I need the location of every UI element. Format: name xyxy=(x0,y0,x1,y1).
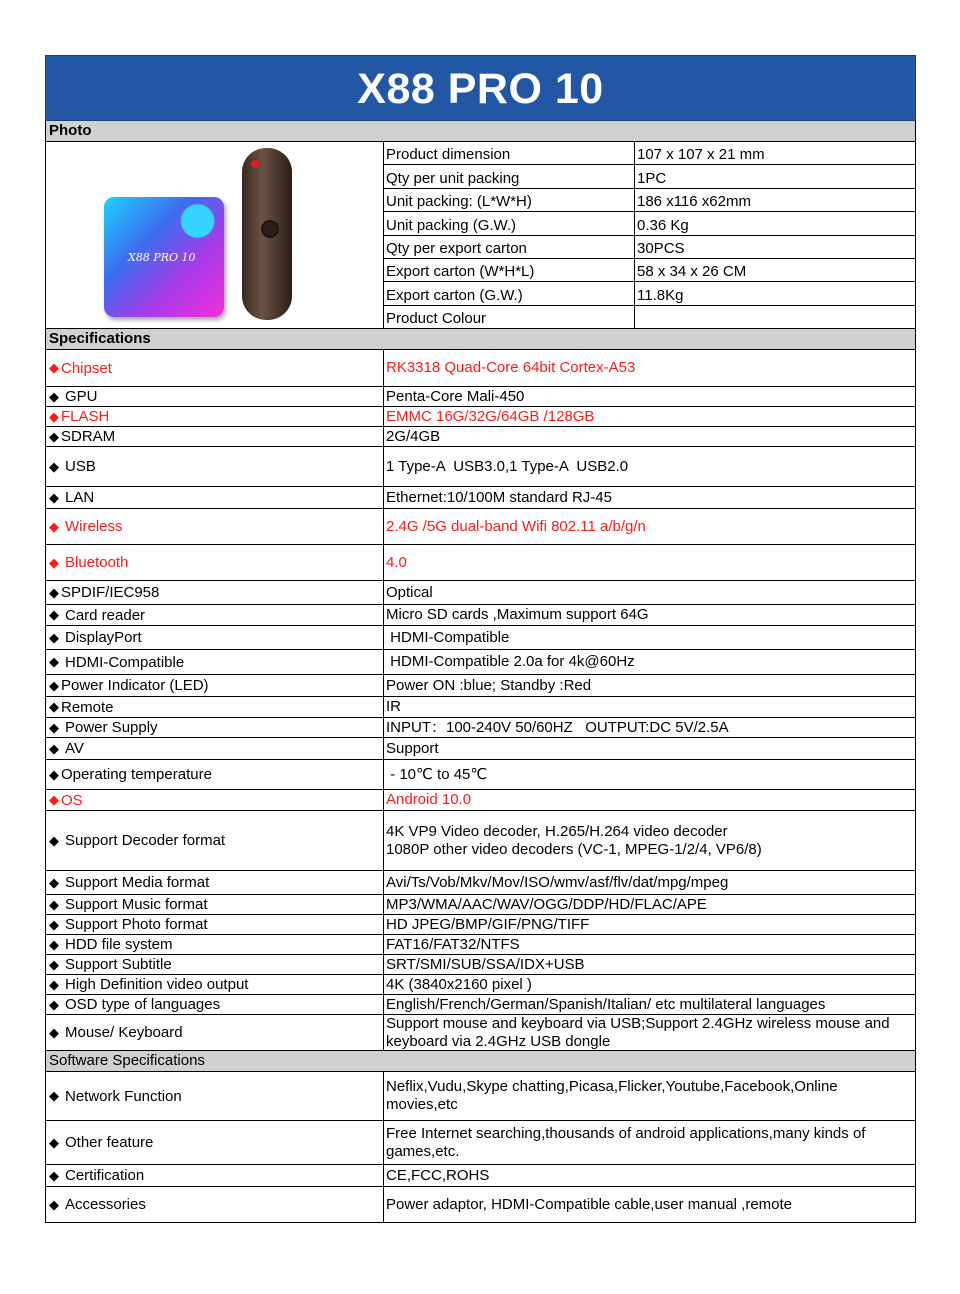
spec-key-text: Support Photo format xyxy=(65,916,208,933)
diamond-bullet-icon: ◆ xyxy=(49,792,59,807)
product-title: X88 PRO 10 xyxy=(45,55,916,121)
packing-row xyxy=(384,306,915,328)
spec-key-text: Power Supply xyxy=(65,719,158,736)
spec-key xyxy=(46,407,384,426)
spec-value-line: Neflix,Vudu,Skype chatting,Picasa,Flicker,Youtube,Facebook,Online xyxy=(386,1078,838,1095)
spec-value-line: Free Internet searching,thousands of android applications,many kinds of xyxy=(386,1124,866,1142)
spec-value xyxy=(384,790,915,810)
spec-row xyxy=(45,760,916,790)
spec-key xyxy=(46,718,384,737)
spec-row xyxy=(45,427,916,447)
diamond-bullet-icon: ◆ xyxy=(49,916,59,932)
spec-value xyxy=(384,447,915,486)
packing-row xyxy=(384,142,915,165)
spec-key xyxy=(46,955,384,974)
spec-value-text: MP3/WMA/AAC/WAV/OGG/DDP/HD/FLAC/APE xyxy=(386,895,707,913)
section-header-photo: Photo xyxy=(45,121,916,142)
spec-value xyxy=(384,427,915,446)
packing-key xyxy=(384,236,635,258)
spec-row xyxy=(45,718,916,738)
packing-value-text: 0.36 Kg xyxy=(637,216,689,234)
spec-key xyxy=(46,995,384,1014)
packing-key-text: Product dimension xyxy=(386,146,511,164)
spec-value-text: CE,FCC,ROHS xyxy=(386,1166,490,1184)
spec-row xyxy=(45,871,916,895)
diamond-bullet-icon: ◆ xyxy=(49,677,59,693)
spec-key-text: HDD file system xyxy=(65,936,173,953)
product-photo xyxy=(46,142,384,328)
spec-row xyxy=(45,935,916,955)
spec-key-text: LAN xyxy=(65,489,95,506)
packing-value xyxy=(635,212,915,234)
spec-value-text: Android 10.0 xyxy=(386,791,472,808)
spec-value xyxy=(384,995,915,1014)
spec-row xyxy=(45,626,916,650)
diamond-bullet-icon: ◆ xyxy=(49,1167,59,1183)
spec-key xyxy=(46,790,384,810)
diamond-bullet-icon: ◆ xyxy=(49,719,59,735)
spec-value-text: Ethernet:10/100M standard RJ-45 xyxy=(386,488,612,506)
spec-row xyxy=(45,811,916,871)
spec-row xyxy=(45,675,916,697)
spec-key xyxy=(46,895,384,914)
packing-key xyxy=(384,165,635,187)
spec-key xyxy=(46,1165,384,1186)
spec-value xyxy=(384,811,915,870)
spec-key xyxy=(46,1015,384,1050)
spec-value-text: 1 Type-A USB3.0,1 Type-A USB2.0 xyxy=(386,457,629,475)
spec-value-text: EMMC 16G/32G/64GB /128GB xyxy=(386,407,595,425)
diamond-bullet-icon: ◆ xyxy=(49,896,59,912)
spec-row xyxy=(45,1165,916,1187)
tv-box-image xyxy=(104,197,224,317)
software-table xyxy=(45,1072,916,1223)
packing-row xyxy=(384,236,915,259)
spec-row xyxy=(45,915,916,935)
spec-key-text: AV xyxy=(65,740,84,757)
specifications-table xyxy=(45,350,916,1051)
spec-value xyxy=(384,738,915,759)
spec-value xyxy=(384,760,915,789)
spec-value-text: HDMI-Compatible 2.0a for 4k@60Hz xyxy=(386,653,635,670)
spec-key-text: Wireless xyxy=(65,518,123,535)
spec-value xyxy=(384,1121,915,1164)
spec-value-line: games,etc. xyxy=(386,1142,460,1160)
spec-key-text: Card reader xyxy=(65,606,146,624)
spec-row xyxy=(45,387,916,407)
diamond-bullet-icon: ◆ xyxy=(49,518,59,534)
spec-value-line: Support mouse and keyboard via USB;Support 2.4GHz wireless mouse and xyxy=(386,1014,890,1032)
spec-value xyxy=(384,718,915,737)
spec-value-text: HDMI-Compatible xyxy=(386,628,510,646)
spec-value xyxy=(384,697,915,717)
spec-row xyxy=(45,995,916,1015)
spec-value xyxy=(384,407,915,426)
spec-row xyxy=(45,1015,916,1051)
spec-key-text: Support Decoder format xyxy=(65,832,226,849)
packing-key-text: Export carton (W*H*L) xyxy=(386,263,535,281)
spec-value-text: English/French/German/Spanish/Italian/ etc multilateral languages xyxy=(386,995,826,1013)
spec-value xyxy=(384,387,915,406)
diamond-bullet-icon: ◆ xyxy=(49,1196,59,1212)
packing-value xyxy=(635,236,915,258)
spec-key-text: GPU xyxy=(65,388,98,405)
spec-key xyxy=(46,738,384,759)
packing-key-text: Qty per export carton xyxy=(386,239,527,257)
spec-value xyxy=(384,675,915,696)
diamond-bullet-icon: ◆ xyxy=(49,699,59,714)
diamond-bullet-icon: ◆ xyxy=(49,996,59,1012)
spec-key-text: Bluetooth xyxy=(65,554,129,571)
spec-value-line: 4K VP9 Video decoder, H.265/H.264 video decoder xyxy=(386,822,728,840)
spec-row xyxy=(45,407,916,427)
packing-key xyxy=(384,282,635,304)
packing-row xyxy=(384,189,915,212)
spec-value-line: keyboard via 2.4GHz USB dongle xyxy=(386,1032,611,1050)
spec-key-text: Network Function xyxy=(65,1087,182,1105)
packing-value-text: 186 x116 x62mm xyxy=(637,193,751,211)
packing-value-text: 30PCS xyxy=(637,239,685,257)
spec-key-text: Remote xyxy=(61,698,114,716)
power-button-icon xyxy=(251,160,259,168)
packing-key-text: Qty per unit packing xyxy=(386,169,520,187)
spec-value-text: Power ON :blue; Standby :Red xyxy=(386,676,592,694)
spec-key xyxy=(46,697,384,717)
spec-row xyxy=(45,1187,916,1223)
spec-key xyxy=(46,935,384,954)
spec-key-text: Support Subtitle xyxy=(65,956,172,973)
diamond-bullet-icon: ◆ xyxy=(49,360,59,375)
section-header-specifications: Specifications xyxy=(45,329,916,350)
spec-key-text: Power Indicator (LED) xyxy=(61,677,209,694)
diamond-bullet-icon: ◆ xyxy=(49,408,59,424)
spec-row xyxy=(45,509,916,545)
spec-row xyxy=(45,697,916,718)
packing-key-text: Unit packing (G.W.) xyxy=(386,216,517,234)
spec-key xyxy=(46,811,384,870)
spec-value xyxy=(384,650,915,674)
spec-key xyxy=(46,1072,384,1120)
packing-key-text: Unit packing: (L*W*H) xyxy=(386,193,532,211)
spec-key-text: HDMI-Compatible xyxy=(65,653,185,671)
spec-value xyxy=(384,1072,915,1120)
spec-key xyxy=(46,387,384,406)
spec-key-text: USB xyxy=(65,458,96,475)
packing-key xyxy=(384,142,635,164)
spec-value-text: SRT/SMI/SUB/SSA/IDX+USB xyxy=(386,955,585,973)
spec-value xyxy=(384,1187,915,1222)
diamond-bullet-icon: ◆ xyxy=(49,654,59,669)
photo-area xyxy=(45,142,916,329)
spec-value-text: 4K (3840x2160 pixel ) xyxy=(386,975,532,993)
spec-key xyxy=(46,675,384,696)
packing-value-text: 107 x 107 x 21 mm xyxy=(637,146,765,164)
spec-key xyxy=(46,509,384,544)
spec-row xyxy=(45,581,916,605)
spec-sheet xyxy=(45,55,916,1223)
spec-row xyxy=(45,790,916,811)
spec-key-text: Mouse/ Keyboard xyxy=(65,1024,183,1041)
spec-key xyxy=(46,581,384,604)
spec-value-text: Micro SD cards ,Maximum support 64G xyxy=(386,606,649,623)
spec-key-text: OSD type of languages xyxy=(65,996,221,1013)
spec-key-text: High Definition video output xyxy=(65,976,249,993)
diamond-bullet-icon: ◆ xyxy=(49,584,59,600)
spec-key-text: SPDIF/IEC958 xyxy=(61,584,160,601)
packing-key-text: Product Colour xyxy=(386,310,487,327)
spec-value xyxy=(384,350,915,386)
spec-value xyxy=(384,509,915,544)
diamond-bullet-icon: ◆ xyxy=(49,428,59,444)
packing-value xyxy=(635,282,915,304)
spec-key xyxy=(46,427,384,446)
spec-key xyxy=(46,760,384,789)
spec-key xyxy=(46,350,384,386)
spec-value xyxy=(384,871,915,894)
spec-row xyxy=(45,605,916,626)
spec-value xyxy=(384,1165,915,1186)
packing-key xyxy=(384,189,635,211)
spec-key-text: Chipset xyxy=(61,359,112,377)
spec-value-text: IR xyxy=(386,698,401,715)
spec-row xyxy=(45,738,916,760)
spec-row xyxy=(45,955,916,975)
packing-row xyxy=(384,212,915,235)
packing-value xyxy=(635,142,915,164)
spec-value xyxy=(384,626,915,649)
spec-row xyxy=(45,975,916,995)
diamond-bullet-icon: ◆ xyxy=(49,1024,59,1040)
spec-key-text: DisplayPort xyxy=(65,629,142,646)
packing-value xyxy=(635,165,915,187)
spec-row xyxy=(45,487,916,509)
section-header-software: Software Specifications xyxy=(45,1051,916,1072)
spec-key-text: OS xyxy=(61,791,83,809)
ok-button-icon xyxy=(261,220,279,238)
spec-value-text: Avi/Ts/Vob/Mkv/Mov/ISO/wmv/asf/flv/dat/mpg/mpeg xyxy=(386,873,729,891)
spec-key xyxy=(46,605,384,625)
spec-value xyxy=(384,935,915,954)
spec-key xyxy=(46,1187,384,1222)
spec-key xyxy=(46,487,384,508)
diamond-bullet-icon: ◆ xyxy=(49,607,59,622)
packing-value-text: 58 x 34 x 26 CM xyxy=(637,263,747,281)
spec-key xyxy=(46,626,384,649)
spec-value xyxy=(384,605,915,625)
spec-key xyxy=(46,1121,384,1164)
spec-key-text: Operating temperature xyxy=(61,766,212,783)
packing-key xyxy=(384,306,635,328)
spec-key-text: Support Media format xyxy=(65,874,210,891)
spec-key-text: SDRAM xyxy=(61,428,116,445)
remote-image xyxy=(242,148,292,320)
diamond-bullet-icon: ◆ xyxy=(49,936,59,952)
spec-value-text: FAT16/FAT32/NTFS xyxy=(386,935,520,953)
spec-value xyxy=(384,895,915,914)
spec-value-text: 2.4G /5G dual-band Wifi 802.11 a/b/g/n xyxy=(386,517,646,535)
spec-row xyxy=(45,895,916,915)
diamond-bullet-icon: ◆ xyxy=(49,832,59,848)
packing-value-text: 1PC xyxy=(637,169,667,187)
diamond-bullet-icon: ◆ xyxy=(49,1134,59,1150)
packing-value-text: 11.8Kg xyxy=(637,286,684,304)
spec-key xyxy=(46,915,384,934)
spec-row xyxy=(45,447,916,487)
spec-value-text: RK3318 Quad-Core 64bit Cortex-A53 xyxy=(386,359,636,376)
spec-key-text: Accessories xyxy=(65,1196,146,1213)
spec-key xyxy=(46,650,384,674)
packing-row xyxy=(384,282,915,305)
spec-value-text: HD JPEG/BMP/GIF/PNG/TIFF xyxy=(386,915,590,933)
packing-row xyxy=(384,165,915,188)
spec-key-text: Certification xyxy=(65,1167,145,1184)
spec-key xyxy=(46,975,384,994)
spec-value-text: INPUT：100-240V 50/60HZ OUTPUT:DC 5V/2.5A xyxy=(386,718,729,736)
spec-key-text: Other feature xyxy=(65,1134,154,1151)
spec-value xyxy=(384,915,915,934)
diamond-bullet-icon: ◆ xyxy=(49,874,59,890)
spec-key xyxy=(46,447,384,486)
spec-row xyxy=(45,1121,916,1165)
packing-table xyxy=(384,142,915,328)
spec-key-text: FLASH xyxy=(61,408,110,425)
spec-value-text: Optical xyxy=(386,583,433,601)
packing-key xyxy=(384,259,635,281)
diamond-bullet-icon: ◆ xyxy=(49,388,59,404)
packing-key xyxy=(384,212,635,234)
spec-value-text: Penta-Core Mali-450 xyxy=(386,387,525,405)
diamond-bullet-icon: ◆ xyxy=(49,458,59,474)
spec-value-line: movies,etc xyxy=(386,1096,458,1113)
spec-value xyxy=(384,545,915,580)
diamond-bullet-icon: ◆ xyxy=(49,489,59,505)
spec-value-text: Power adaptor, HDMI-Compatible cable,user manual ,remote xyxy=(386,1195,793,1213)
spec-key xyxy=(46,545,384,580)
spec-row xyxy=(45,1072,916,1121)
diamond-bullet-icon: ◆ xyxy=(49,629,59,645)
spec-value xyxy=(384,1015,915,1050)
spec-value-text: Support xyxy=(386,739,439,757)
spec-value xyxy=(384,581,915,604)
spec-key xyxy=(46,871,384,894)
packing-row xyxy=(384,259,915,282)
diamond-bullet-icon: ◆ xyxy=(49,1088,59,1103)
spec-value-line: 1080P other video decoders (VC-1, MPEG-1/2/4, VP6/8) xyxy=(386,840,762,858)
spec-value xyxy=(384,975,915,994)
spec-row xyxy=(45,350,916,387)
packing-value xyxy=(635,189,915,211)
spec-row xyxy=(45,650,916,675)
spec-value-text: 4.0 xyxy=(386,553,407,571)
spec-value xyxy=(384,487,915,508)
packing-value xyxy=(635,306,915,328)
spec-key-text: Support Music format xyxy=(65,896,208,913)
diamond-bullet-icon: ◆ xyxy=(49,976,59,992)
diamond-bullet-icon: ◆ xyxy=(49,554,59,570)
spec-value-text: - 10℃ to 45℃ xyxy=(386,765,488,783)
packing-key-text: Export carton (G.W.) xyxy=(386,286,523,304)
box-logo: X88 PRO 10 xyxy=(128,251,196,264)
spec-value-text: 2G/4GB xyxy=(386,427,441,445)
diamond-bullet-icon: ◆ xyxy=(49,766,59,782)
spec-value xyxy=(384,955,915,974)
spec-row xyxy=(45,545,916,581)
diamond-bullet-icon: ◆ xyxy=(49,956,59,972)
diamond-bullet-icon: ◆ xyxy=(49,740,59,756)
packing-value xyxy=(635,259,915,281)
